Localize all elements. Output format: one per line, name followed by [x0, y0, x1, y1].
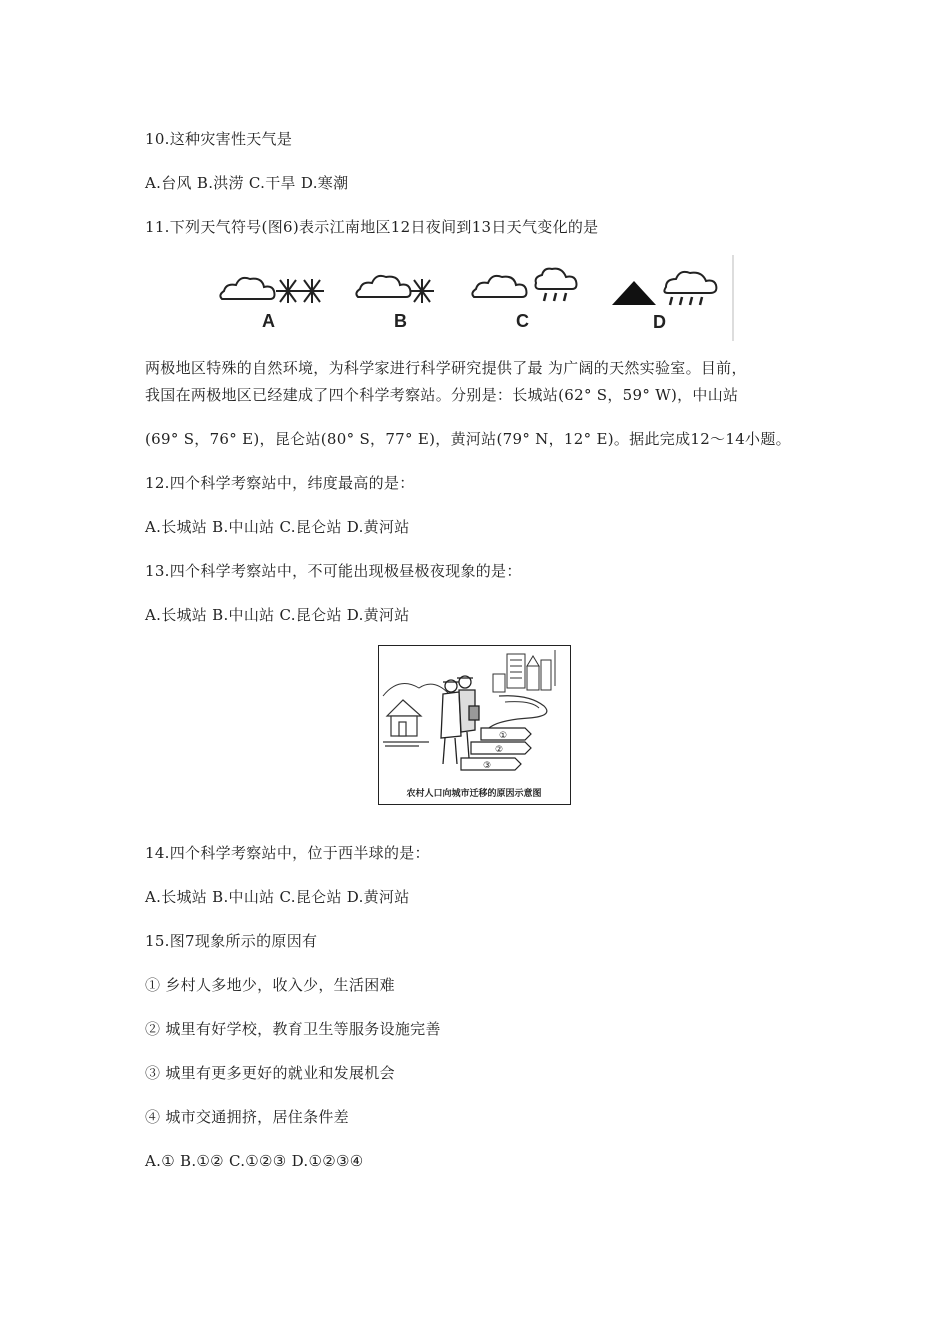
q15-item-1: ① 乡村人多地少，收入少，生活困难: [145, 976, 395, 994]
q15-item-4: ④ 城市交通拥挤，居住条件差: [145, 1108, 349, 1126]
arrow-1-label: ①: [498, 731, 508, 741]
weather-symbols-svg: [210, 255, 735, 341]
fig6-label-b: B: [394, 311, 407, 331]
q12-options: A.长城站 B.中山站 C.昆仑站 D.黄河站: [145, 518, 410, 536]
q15-stem: 15.图7现象所示的原因有: [145, 932, 318, 950]
arrow-2-label: ②: [494, 745, 504, 755]
fig6-label-a: A: [262, 311, 275, 331]
passage-line-1: 两极地区特殊的自然环境，为科学家进行科学研究提供了最 为广阔的天然实验室。目前，: [145, 359, 747, 377]
fig7-caption: 农村人口向城市迁移的原因示意图: [406, 789, 542, 799]
q14-stem: 14.四个科学考察站中，位于西半球的是：: [145, 844, 430, 862]
q10-stem: 10.这种灾害性天气是: [145, 130, 293, 148]
rain-cloud-icon: [536, 269, 577, 289]
road: [489, 696, 547, 728]
arrow-3-label: ③: [482, 761, 492, 771]
q15-item-3: ③ 城里有更多更好的就业和发展机会: [145, 1064, 395, 1082]
fig6-label-c: C: [516, 311, 529, 331]
city-skyline: [493, 650, 555, 692]
snow-icon: [276, 279, 300, 303]
cloud-icon: [220, 278, 274, 299]
q10-options: A.台风 B.洪涝 C.干旱 D.寒潮: [145, 174, 349, 192]
cloud-icon: [472, 276, 526, 297]
cloud-icon: [356, 276, 410, 297]
passage-line-3: (69° S，76° E)，昆仑站(80° S，77° E)，黄河站(79° N，12° E)。据此完成12～14小题。: [145, 430, 791, 448]
q14-options: A.长城站 B.中山站 C.昆仑站 D.黄河站: [145, 888, 410, 906]
migration-illustration-svg: [379, 646, 569, 803]
q11-stem: 11.下列天气符号(图6)表示江南地区12日夜间到13日天气变化的是: [145, 218, 599, 236]
q13-stem: 13.四个科学考察站中，不可能出现极昼极夜现象的是：: [145, 562, 522, 580]
q12-stem: 12.四个科学考察站中，纬度最高的是：: [145, 474, 415, 492]
migration-illustration: [378, 645, 571, 805]
q15-options: A.① B.①② C.①②③ D.①②③④: [145, 1152, 364, 1170]
weather-symbols-figure: [210, 255, 735, 341]
q15-item-2: ② 城里有好学校，教育卫生等服务设施完善: [145, 1020, 441, 1038]
rain-drops-icon: [544, 293, 566, 301]
passage-line-2: 我国在两极地区已经建成了四个科学考察站。分别是：长城站(62° S，59° W)，中山站: [145, 386, 739, 404]
filled-triangle-icon: [612, 281, 656, 305]
hills: [383, 684, 449, 697]
village-house: [383, 700, 429, 746]
q13-options: A.长城站 B.中山站 C.昆仑站 D.黄河站: [145, 606, 410, 624]
rain-drops-icon: [670, 297, 702, 305]
snow-icon: [410, 279, 434, 303]
fig6-label-d: D: [653, 312, 666, 332]
snow-icon: [300, 279, 324, 303]
rain-cloud-icon: [664, 272, 716, 293]
